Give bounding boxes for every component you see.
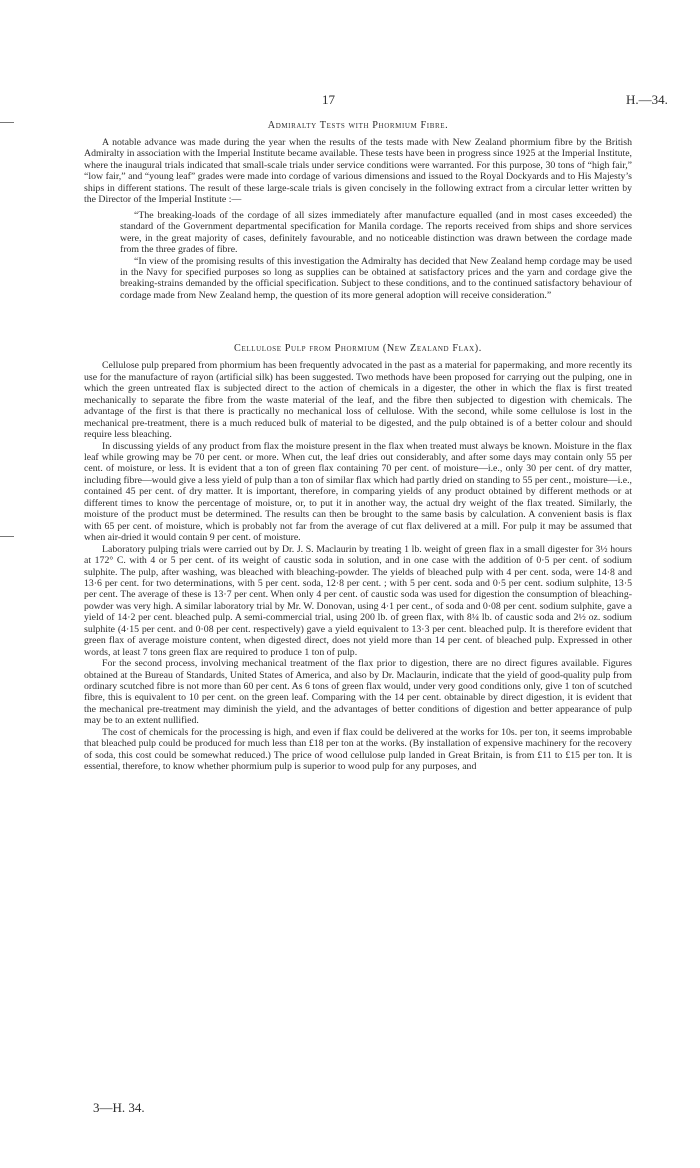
block-quote	[120, 210, 632, 302]
page-number: 17	[322, 92, 335, 107]
page-reference: H.—34.	[626, 92, 668, 107]
margin-mark	[0, 122, 14, 123]
section-heading: Cellulose Pulp from Phormium (New Zealand Flax).	[234, 343, 482, 355]
quote-paragraph: “In view of the promising results of this investigation the Admiralty has decided that New Zealand hemp cordage may be used in the Navy for specified purposes so long as supplies can be obtained at satisfactory prices and the yarn and cordage give the breaking-strains demanded by the official specification. Subject to these conditions, and to the continued satisfactory behaviour of cordage made from New Zealand hemp, the question of its more general adoption will receive consideration.”	[120, 255, 632, 301]
paragraph: A notable advance was made during the year when the results of the tests made with New Zealand phormium fibre by the British Admiralty in association with the Imperial Institute became available. These tests have been in progress since 1925 at the Imperial Institute, where the inaugural trials indicated that small-scale trials under service conditions were warranted. For this purpose, 30 tons of “high fair,” “low fair,” and “young leaf” grades were made into cordage of various dimensions and issued to the Royal Dockyards and to His Majesty’s ships in different stations. The result of these large-scale trials is given concisely in the following extract from a circular letter written by the Director of the Imperial Institute :—	[84, 137, 632, 206]
paragraph: Cellulose pulp prepared from phormium has been frequently advocated in the past as a material for papermaking, and more recently its use for the manufacture of rayon (artificial silk) has been suggested. Two methods have been proposed for carrying out the pulping, one in which the green untreated flax is subjected direct to the action of chemicals in a digester, the other in which the flax is first treated mechanically to separate the fibre from the waste material of the leaf, and the fibre then subjected to digestion with chemicals. The advantage of the first is that there is practically no mechanical loss of cellulose. With the second, while some cellulose is lost in the mechanical pre-treatment, there is a much reduced bulk of material to be digested, and the pulp obtained is of a better colour and should require less bleaching.	[84, 360, 632, 441]
paragraph: For the second process, involving mechanical treatment of the flax prior to digestion, there are no direct figures available. Figures obtained at the Bureau of Standards, United States of America, and also by Dr. Maclaurin, indicate that the yield of good-quality pulp from ordinary scutched fibre is not more than 60 per cent. As 6 tons of green flax would, under very good conditions only, give 1 ton of scutched fibre, this is equivalent to 10 per cent. on the green leaf. Comparing with the 14 per cent. obtainable by direct digestion, it is evident that the mechanical pre-treatment may diminish the yield, and the advantages of better conditions of digestion and better appearance of pulp may be to an extent nullified.	[84, 658, 632, 727]
paragraph: In discussing yields of any product from flax the moisture present in the flax when treated must always be known. Moisture in the flax leaf while growing may be 70 per cent. or more. When cut, the leaf dries out considerably, and after some days may contain only 55 per cent. of moisture, or less. It is evident that a ton of green flax containing 70 per cent. of moisture—i.e., only 30 per cent. of dry matter, including fibre—would give a less yield of pulp than a ton of similar flax which had partly dried on standing to 55 per cent., moisture—i.e., contained 45 per cent. of dry matter. It is important, therefore, in comparing yields of any product obtained by different methods or at different times to know the percentage of moisture, or, to put it in another way, the actual dry weight of the flax treated. Similarly, the moisture of the product must be determined. The results can then be brought to the same basis by calculation. A convenient basis is flax with 65 per cent. of moisture, which is probably not far from the average of cut flax delivered at a mill. For pulp it may be assumed that when air-dried it would contain 9 per cent. of moisture.	[84, 440, 632, 544]
margin-mark	[0, 536, 14, 537]
paragraph: The cost of chemicals for the processing is high, and even if flax could be delivered at the works for 10s. per ton, it seems improbable that bleached pulp could be produced for much less than £18 per ton at the works. (By installation of expensive machinery for the recovery of soda, this cost could be somewhat reduced.) The price of wood cellulose pulp landed in Great Britain, is from £11 to £15 per ton. It is essential, therefore, to know whether phormium pulp is superior to wood pulp for any purposes, and	[84, 726, 632, 773]
page-body	[84, 120, 632, 773]
quote-paragraph: “The breaking-loads of the cordage of all sizes immediately after manufacture equalled (and in most cases exceeded) the standard of the Government departmental specification for Manila cordage. The reports received from ships and shore services were, in the great majority of cases, definitely favourable, and no noticeable distinction was drawn between the cordage made from the three grades of fibre.	[120, 209, 632, 256]
signature-mark: 3—H. 34.	[93, 1100, 145, 1115]
paragraph: Laboratory pulping trials were carried out by Dr. J. S. Maclaurin by treating 1 lb. weight of green flax in a small digester for 3½ hours at 172° C. with 4 or 5 per cent. of its weight of caustic soda in solution, and in one case with the addition of 0·5 per cent. of sodium sulphite. The pulp, after washing, was bleached with bleaching-powder. The yields of bleached pulp with 4 per cent. soda, were 14·8 and 13·6 per cent. for two determinations, with 5 per cent. soda, 12·8 per cent. ; with 5 per cent. soda and 0·5 per cent. sodium sulphite, 13·5 per cent. The average of these is 13·7 per cent. When only 4 per cent. of caustic soda was used for digestion the consumption of bleaching-powder was very high. A similar laboratory trial by Mr. W. Donovan, using 4·1 per cent., of soda and 0·08 per cent. sodium sulphite, gave a yield of 14·2 per cent. bleached pulp. A semi-commercial trial, using 200 lb. of green flax, with 8¼ lb. of caustic soda and 2½ oz. sodium sulphite (4·15 per cent. and 0·08 per cent. respectively) gave a yield equivalent to 13·3 per cent. bleached pulp. It is therefore evident that green flax of average moisture content, when digested direct, does not yield more than 14 per cent. of bleached pulp. Expressed in other words, at least 7 tons green flax are required to produce 1 ton of pulp.	[84, 543, 632, 658]
section-heading: Admiralty Tests with Phormium Fibre.	[267, 120, 449, 131]
